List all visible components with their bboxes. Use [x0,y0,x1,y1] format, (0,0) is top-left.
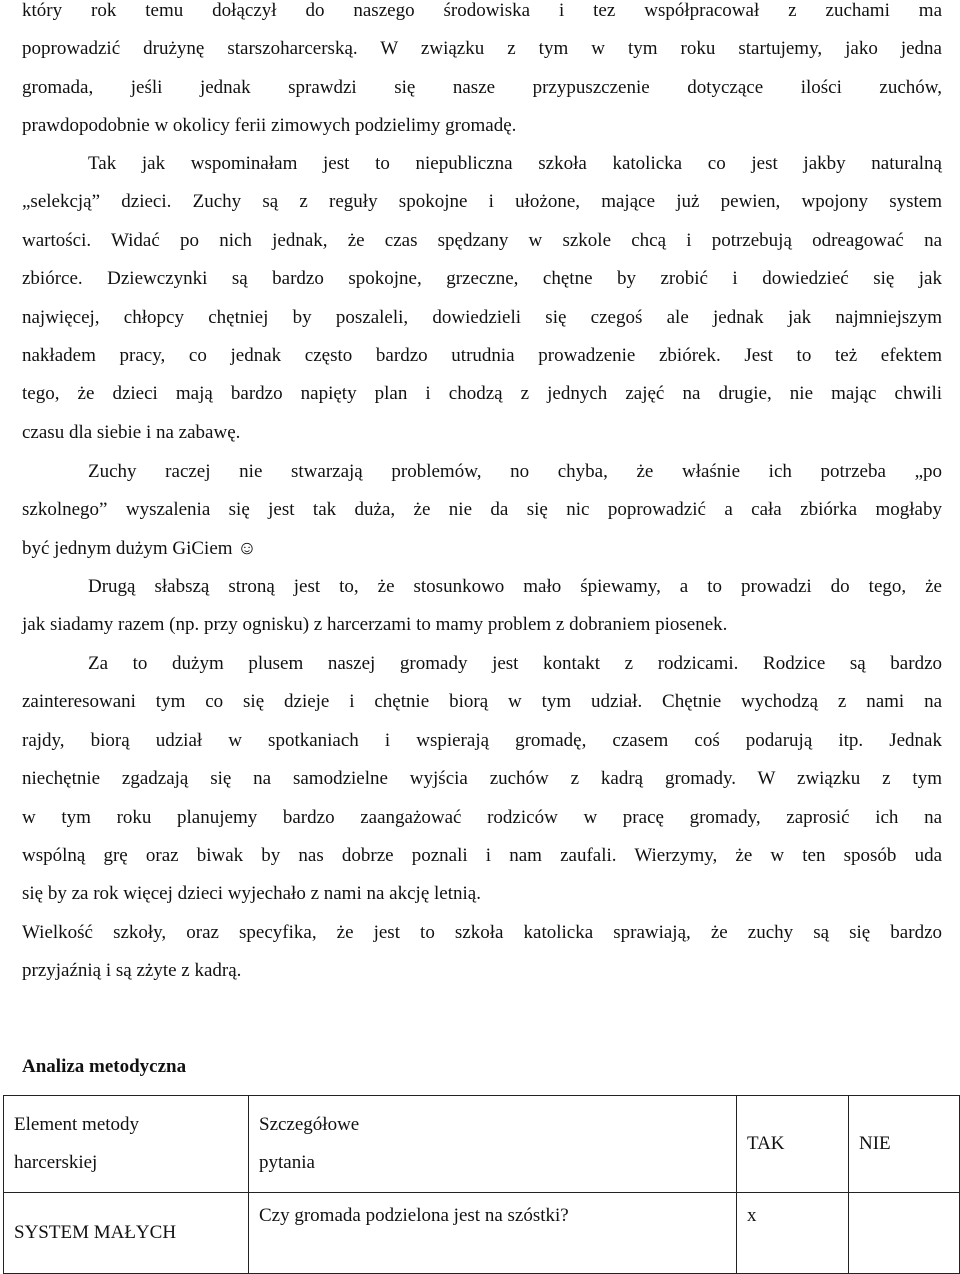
text-line: wartości. Widać po nich jednak, że czas spędzany w szkole chcą i potrzebują odreagować na [22,229,942,251]
text-line: najwięcej, chłopcy chętniej by poszaleli, dowiedzieli się czegoś ale jednak jak najmniejszym [22,306,942,328]
text-line: zainteresowani tym co się dzieje i chętnie biorą w tym udział. Chętnie wychodzą z nami na [22,691,942,713]
text-line: czasu dla siebie i na zabawę. [22,421,241,443]
header-cell-yes: TAK [737,1096,849,1193]
text-line: być jednym dużym GiCiem ☺ [22,537,257,559]
text-line: Zuchy raczej nie stwarzają problemów, no chyba, że właśnie ich potrzeba „po [88,461,942,482]
paragraph-1 [22,0,942,146]
text-line: „selekcją” dzieci. Zuchy są z reguły spokojne i ułożone, mające już pewien, wpojony system [22,191,942,213]
cell-no [849,1193,960,1274]
text-line: Wielkość szkoły, oraz specyfika, że jest to szkoła katolicka sprawiają, że zuchy są się bardzo [22,922,942,943]
text-line: w tym roku planujemy bardzo zaangażować rodziców w pracę gromady, zaprosić ich na [22,806,942,828]
cell-text-line: Element metody [14,1114,140,1135]
paragraph-4 [22,568,942,645]
text-line: rajdy, biorą udział w spotkaniach i wspierają gromadę, czasem coś podarują itp. Jednak [22,729,942,751]
text-line: Za to dużym plusem naszej gromady jest kontakt z rodzicami. Rodzice są bardzo [88,653,942,674]
cell-element: SYSTEM MAŁYCH [4,1193,249,1274]
text-line: prawdopodobnie w okolicy ferii zimowych podzielimy gromadę. [22,115,517,137]
text-line: niechętnie zgadzają się na samodzielne wyjścia zuchów z kadrą gromady. W związku z tym [22,768,942,790]
text-line: przyjaźnią i są zżyte z kadrą. [22,960,242,982]
text-line: Tak jak wspominałam jest to niepubliczna szkoła katolicka co jest jakby naturalną [88,153,942,174]
text-line: gromada, jeśli jednak sprawdzi się nasze przypuszczenie dotyczące ilości zuchów, [22,76,942,98]
text-line: szkolnego” wyszalenia się jest tak duża, że nie da się nic poprowadzić a cała zbiórka mogłaby [22,499,942,521]
text-line: jak siadamy razem (np. przy ognisku) z harcerzami to mamy problem z dobraniem piosenek. [22,614,728,636]
cell-yes: x [737,1193,849,1274]
table-row [4,1193,960,1274]
header-cell-element [4,1096,249,1193]
header-cell-details [249,1096,737,1193]
cell-text-line: Szczegółowe [259,1114,360,1135]
paragraph-5 [22,645,942,914]
text-line: zbiórce. Dziewczynki są bardzo spokojne, grzeczne, chętne by zrobić i dowiedzieć się jak [22,268,942,290]
paragraph-3 [22,453,942,568]
header-cell-no: NIE [849,1096,960,1193]
paragraph-6 [22,914,942,991]
analysis-table [3,1095,960,1274]
cell-question: Czy gromada podzielona jest na szóstki? [249,1193,737,1274]
paragraph-2 [22,145,942,452]
text-line: tego, że dzieci mają bardzo napięty plan i chodzą z jednych zajęć na drugie, nie mając chwili [22,383,942,405]
text-line: poprowadzić drużynę starszoharcerską. W związku z tym w tym roku startujemy, jako jedna [22,38,942,60]
text-line: który rok temu dołączył do naszego środowiska i tez współpracował z zuchami ma [22,0,942,21]
text-line: się by za rok więcej dzieci wyjechało z nami na akcję letnią. [22,883,481,905]
table-header-row [4,1096,960,1193]
text-line: wspólną grę oraz biwak by nas dobrze poznali i nam zaufali. Wierzymy, że w ten sposób uda [22,844,942,866]
section-heading: Analiza metodyczna [22,1056,187,1077]
text-line: nakładem pracy, co jednak często bardzo utrudnia prowadzenie zbiórek. Jest to też efektem [22,344,942,366]
cell-text-line: harcerskiej [14,1152,98,1173]
text-line: Drugą słabszą stroną jest to, że stosunkowo mało śpiewamy, a to prowadzi do tego, że [88,576,942,597]
cell-text-line: pytania [259,1152,315,1173]
